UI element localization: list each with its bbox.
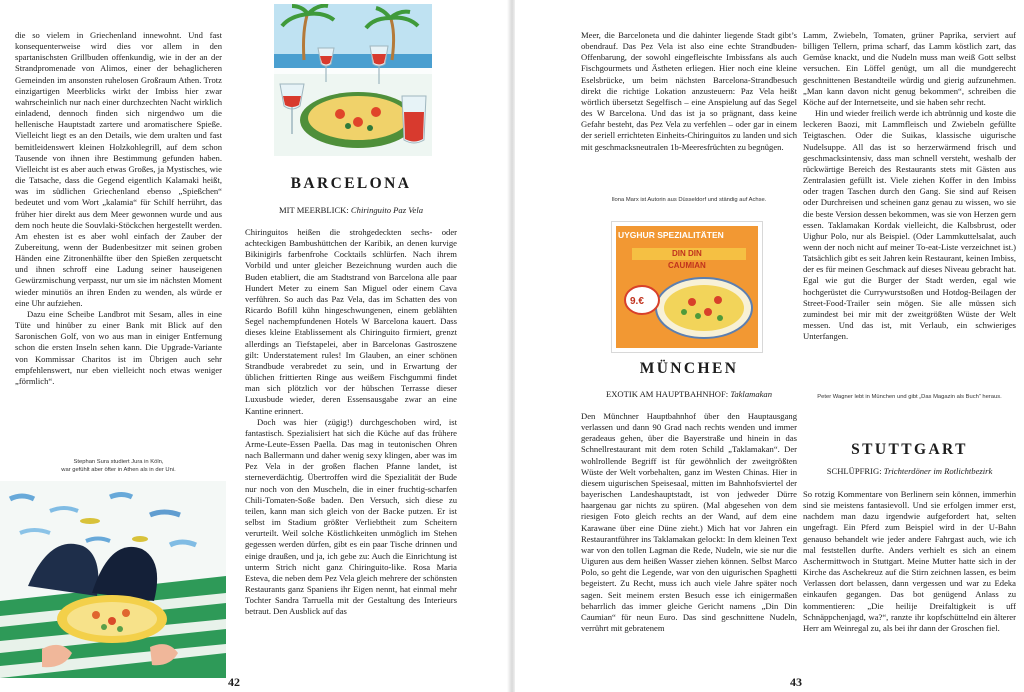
author-credit: Ilona Marx ist Autorin aus Düsseldorf und ständig auf Achse. <box>611 197 767 203</box>
right-column-2 <box>803 30 1016 380</box>
subtitle-barcelona: MIT MEERBLICK: Chiringuito Paz Vela <box>278 205 424 215</box>
paragraph: Dazu eine Scheibe Landbrot mit Sesam, alles in eine Tüte und hinüber zu einer Bank mit Blick auf den Saronischen Golf, von wo aus man in einiger Entfernung schon die ersten Inseln sehen kann. Die Upgrade-Variante von Kommissar Charitos ist im Übrigen auch sehr empfehlenswert, nur eben vielleicht noch etwas weniger „förmlich“. <box>15 308 222 386</box>
city-heading-muenchen: MÜNCHEN <box>639 360 739 377</box>
subtitle-muenchen: EXOTIK AM HAUPTBAHNHOF: Taklamakan <box>605 389 773 399</box>
paragraph: die so vielem in Griechenland innewohnt. Und fast konsequenterweise wird dies vor allem in den spartanischsten Grillbuden offenkundig, wie in der an der Strandpromenade von Alimos, einer der behaglicheren Gemeinden im ansonsten ruhelosen Großraum Athen. Trotz einzigartigen Meerblicks wirkt der Imbiss hier zwar wahrscheinlich nur nach einer durchzechten Nacht wirklich einladend, dennoch finden sich nirgendwo um die hellenische Hauptstadt zartere und aromatischere Spieße. Vielleicht liegt es an den Details, wie dem uralten und fast bemitleidenswert kleinen Holzkohlegrill, auf dem schon Tausende von ihnen ihre Bestimmung gefunden haben. Vielleicht ist es aber auch etwas Großes, ja Mystisches, wie die Tatsache, dass die Gegend eigentlich Kalamaki heißt, was im südlichen Griechenland ebenso „Spießchen“ bedeutet und vom Wort „kalamia“ für Schilf herrührt, das früher hier direkt aus dem Meer gewonnen wurde und aus dem noch heute die Souvlaki-Stöckchen hergestellt werden. Am ehesten ist es aber wohl einfach der Zauber der Zubereitung, wenn der Budenbesitzer mit seinen groben Händen eine Zitronenhälfte über den Spießen zerquetscht und ihnen schroff eine Ladung seiner hauseigenen Gewürzmischung verpasst, nur um sie im nächsten Moment wieder minutiös an ihren Enden zu wenden, als würde er eine Uhr aufziehen. <box>15 30 222 308</box>
page-number: 43 <box>790 675 802 689</box>
right-column-2-lower <box>803 489 1016 679</box>
paragraph: Den Münchner Hauptbahnhof über den Hauptausgang verlassen und dann 90 Grad nach rechts wenden und immer geradeaus gehen, über die Bayerstraße und hinein in das Schnellrestaurant mit dem roten Schild „Taklamakan“. Der wohlrollende Begriff ist für gewöhnlich der zweitgrößten Wüste der Welt vorbehalten, ganz im Westen Chinas. Hier in diesem uigurischen Speisesaal, mitten im Bahnhofsviertel der bayerischen Landeshauptstadt, ist von jedweder Dürre haargenau gar nichts zu spüren. (Mal abgesehen von dem riesigen Foto gleich rechts an der Wand, auf dem eine Karawane über eine Düne zieht.) Mich hat vor Jahren ein Restaurantführer ins Taklamakan gelockt: In dem kleinen Text war von den tollen Lagman die Rede, Nudeln, wie sie nur die Uiguren aus dem heißen Wasser ziehen können. Selbst Marco Polo, so geht die Legende, war von den uigurischen Spaghetti begeistert. Zu Recht, muss ich auch viele Jahre später noch sagen. Seit meinem ersten Besuch esse ich einigermaßen beharrlich das immer gleiche Gericht namens „Din Din Caumian“ für neun Euro. Das sind geschnittene Nudeln, verrührt mit gebratenem <box>581 411 797 633</box>
city-heading-barcelona: BARCELONA <box>290 175 412 192</box>
city-heading-stuttgart: STUTTGART <box>851 441 968 458</box>
left-page <box>0 0 509 692</box>
paragraph: Hin und wieder freilich werde ich abtrünnig und koste die leckeren Baozi, mit Lammfleisch und Zwiebeln gefüllte Teigtaschen. Oder die Suikas, klassische uigurische Nudelsuppe. All das ist so herzerwärmend frisch und geschmacksintensiv, dass man schnell versteht, weshalb der rückwärtige Bereich des Restaurants stets mit Gästen aus Zentralasien gefüllt ist. Viele ziehen Koffer in den Imbiss oder tragen Taschen durch den Gang. Sie sind auf Reisen oder Durchreisen und scheinen ganz genau zu wissen, wo sie die beste Version dessen bekommen, was sie von Herzen gern essen. Taklamakan Kordak vielleicht, die Kalbsbrust, oder Uighur Polo, nur als Beispiel. (Oder Lammkuttelsalat, auch wenn der noch nicht auf meiner To-eat-Liste verzeichnet ist.) Tatsächlich gibt es seit Jahren kein Restaurant, keinen Imbiss, der es für meinen Geschmack auf dieses Niveau gebracht hat. Egal wie gut die Burger der Stadt werden, egal wie hochgerüstet die Currywurstsoßen und Hotdog-Beilagen der Street-Food-Trailer sein mögen. Sie alle müssen sich zumindest bei mir mit der zweitgrößten Wüste der Welt messen. Und das ist, mit Verlaub, ein schwieriges Unterfangen. <box>803 108 1016 342</box>
right-column-1-lower <box>581 411 797 679</box>
left-column-2 <box>245 227 457 678</box>
paella-wine-image <box>274 4 432 156</box>
right-page <box>515 0 1024 692</box>
beach-picnic-illustration <box>0 481 226 678</box>
poster-line-1: UYGHUR SPEZIALITÄTEN <box>618 230 724 240</box>
author-credit: Peter Wagner lebt in München und gibt „Das Magazin als Buch“ heraus. <box>817 394 1002 400</box>
paragraph: Chiringuitos heißen die strohgedeckten sechs- oder achteckigen Bambushüttchen der Karibik, an denen kurvige Bikinigirls farbenfrohe Cocktails schlürfen. Nach ihrem Vorbild und unter gleicher Bezeichnung wurden auch die Buden etabliert, die am Stadtstrand von Barcelona alle paar Hundert Meter zu einem San Miguel oder einem Cava verführen. So auch das Paz Vela, das im Schatten des von Ricardo Bofill kühn hingeschwungenen, einem geblähten Segel nachempfundenen Hotels W Barcelona kauert. Dass dieses kleine Etablissement als Chiringuito firmiert, grenzt allerdings an Tiefstapelei, aber in Barcelonas Gastroszene gilt: Understatement rules! Im Glauben, an einer schönen Strandbude verabredet zu sein, und in Erwartung der üblichen frittierten Ringe aus weißem Fischgummi findet man sich plötzlich vor der hübschen Terrasse dieser Luxusbude wieder, deren Essensausgabe zwar an eine Kantine erinnert. <box>245 227 457 416</box>
paragraph: Doch was hier (zügig!) durchgeschoben wird, ist fantastisch. Spezialisiert hat sich die Küche auf das frühere Arme-Leute-Essen Paella. Das mag in teutonischen Ohren nach Ballermann und daher wenig sexy klingen, aber was im Pez Vela in der großen flachen Pfanne landet, ist sterneverdächtig. Übertroffen wird die Spezialität der Bude nur noch von den Muscheln, die in einer fruchtig-scharfen Chili-Tomaten-Soße baden. Den Versuch, sich diese zu teilen, kann man sich gleich von der Backe putzen. Er ist selbst im Stadium größter Verliebtheit zum Scheitern verurteilt. Weil solche Köstlichkeiten unmöglich im Stehen gegessen werden dürfen, gibt es ein paar Tische drinnen und einige draußen, und ja, ich gebe zu: Auch die Einrichtung ist unterm Strich nicht ganz Chiringuito-like. Rosa Maria Esteva, die neben dem Pez Vela gleich mehrere der schönsten Restaurants ganz Spaniens ihr Eigen nennt, hat einmal mehr Tochter Sandra Tarruella mit der Gestaltung des Interieurs betraut. Den Ausblick auf das <box>245 416 457 617</box>
left-column-1 <box>15 30 222 454</box>
paragraph: Lamm, Zwiebeln, Tomaten, grüner Paprika, serviert auf billigen Tellern, prima scharf, das Lamm köstlich zart, das Gemüse knackt, und die Nudeln muss man weiß Gott selbst versuchen. Ein Löffel genügt, um all die mundgerecht geschnittenen Bestandteile würdig und gierig aufzunehmen. „Man kann davon nicht genug bekommen“, schreiben die Köche auf der Internetseite, und sie haben sehr recht. <box>803 30 1016 107</box>
beach-picnic-image <box>0 481 226 678</box>
uyghur-poster-illustration <box>611 221 763 353</box>
page-number: 42 <box>228 675 240 689</box>
paragraph: So rotzig Kommentare von Berlinern sein können, immerhin sind sie meistens fantasievoll. Und sie erfolgen immer erst, nachdem man dazu irgendwie aufgefordert hat, selten ungefragt. Ein Pferd zum Beispiel wird in der U-Bahn genauso behandelt wie jeder andere Fahrgast auch, wie ich mal feststellen durfte. Anders verhielt es sich an einem Aschermittwoch in Stuttgart. Meine Mutter hatte sich in der Kirche das Aschekreuz auf die Stirn zeichnen lassen, es beim Verlassen dort belassen, dann vergessen und war zu Edeka einkaufen gegangen. Das bot genügend Anlass zu kommentieren: „Die heilije Dreifaltigkeit is uff Schnäppchenjagd, wa?“, ranzte ihr kopfschüttelnd ein älterer Herr am Weinregal zu, als bei ihr dann der Groschen fiel. <box>803 489 1016 633</box>
poster-price: 9.€ <box>630 296 644 307</box>
right-column-1 <box>581 30 797 178</box>
poster-image <box>612 222 762 352</box>
barcelona-paella-illustration <box>274 4 432 156</box>
subtitle-stuttgart: SCHLÜPFRIG: Trichterdöner im Rotlichtbezirk <box>826 466 993 476</box>
poster-line-3: CAUMIAN <box>668 261 706 270</box>
poster-line-2: DIN DIN <box>672 249 702 258</box>
paragraph: Meer, die Barceloneta und die dahinter liegende Stadt gibt’s obendrauf. Das Pez Vela ist also eine echte Strandbuden-Offenbarung, der sowohl eingefleischte Imbissfans als auch Fischgourmets und Ästheten erliegen. Hier noch eine kleine Eselsbrücke, um beim nächsten Barcelona-Strandbesuch direkt die richtige Lokation anzusteuern: Paz Vela heißt wörtlich übersetzt Segelfisch – eine Anspielung auf das Segel des W Barcelona. Und das ist ja so prägnant, dass keine Gefahr besteht, das Pez Vela zu verfehlen – oder gar in einem der seriell errichteten Einheits-Chiringuitos zu landen und sich mit geschmacksneutralen 1b-Meeresfrüchten zu begnügen. <box>581 30 797 152</box>
author-credit: Stephan Sura studiert Jura in Köln, war gefühlt aber öfter in Athen als in der Uni. <box>61 459 176 473</box>
